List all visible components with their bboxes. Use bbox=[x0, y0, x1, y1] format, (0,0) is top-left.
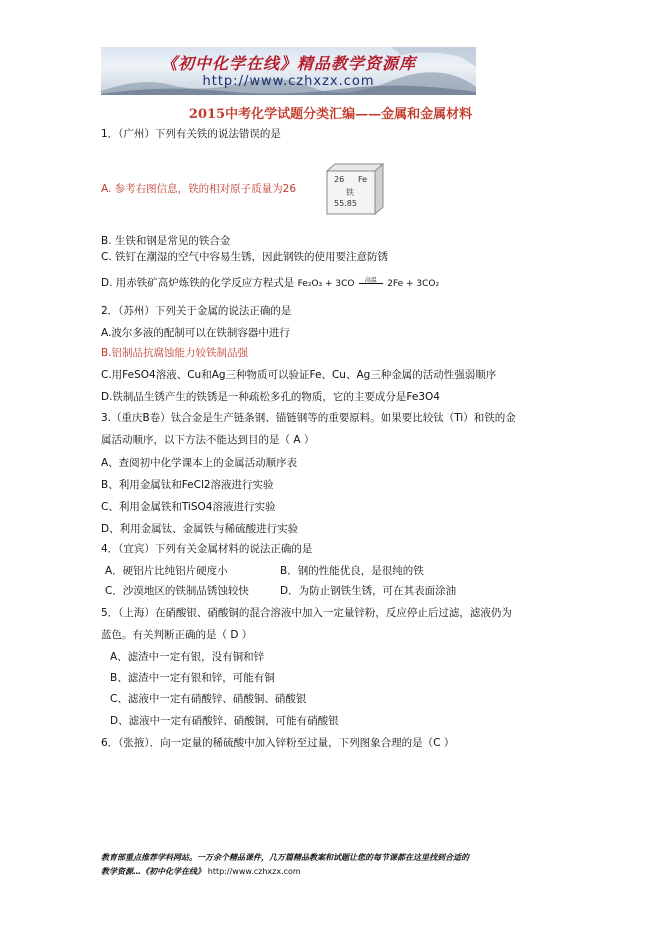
q4-option-b: B．钢的性能优良，是很纯的铁 bbox=[280, 565, 424, 577]
reaction-condition: 高温 bbox=[364, 277, 377, 284]
q3-option-a: A、查阅初中化学课本上的金属活动顺序表 bbox=[101, 457, 298, 469]
q5-option-b: B、滤渣中一定有银和锌，可能有铜 bbox=[110, 672, 275, 684]
q5-option-c: C、滤液中一定有硝酸锌、硝酸铜、硝酸银 bbox=[110, 693, 307, 705]
element-name: 铁 bbox=[346, 188, 354, 197]
banner-title: 《初中化学在线》精品教学资源库 bbox=[160, 54, 416, 73]
element-symbol: Fe bbox=[358, 175, 368, 184]
q4-stem: 4．（宜宾）下列有关金属材料的说法正确的是 bbox=[101, 543, 313, 555]
q5-stem-line1: 5．（上海）在硝酸银、硝酸铜的混合溶液中加入一定量锌粉，反应停止后过滤，滤液仍为 bbox=[101, 607, 512, 619]
q1-option-d-prefix: D. 用赤铁矿高炉炼铁的化学反应方程式是 bbox=[101, 277, 295, 289]
footer-line2-prefix: 教学资源…《初中化学在线》 bbox=[101, 867, 205, 876]
q2-option-c: C.用FeSO4溶液、Cu和Ag三种物质可以验证Fe、Cu、Ag三种金属的活动性强弱顺序 bbox=[101, 369, 497, 381]
atomic-mass: 55.85 bbox=[334, 199, 357, 208]
q2-option-a: A.波尔多液的配制可以在铁制容器中进行 bbox=[101, 327, 290, 339]
footer-line1: 教育部重点推荐学科网站。一万余个精品课件，几万篇精品教案和试题让您的每节课都在这里找到合适的 bbox=[101, 853, 469, 862]
q6-stem: 6．（张掖）．向一定量的稀硫酸中加入锌粉至过量，下列图象合理的是（C ） bbox=[101, 737, 455, 749]
q5-stem-line2: 蓝色。有关判断正确的是（ D ） bbox=[101, 629, 253, 641]
q4-option-d: D．为防止钢铁生锈，可在其表面涂油 bbox=[280, 585, 457, 597]
q2-option-b: B.铝制品抗腐蚀能力较铁制品强 bbox=[101, 347, 249, 359]
equation-right: 2Fe + 3CO₂ bbox=[387, 279, 440, 289]
q1-option-d bbox=[101, 276, 439, 291]
q5-option-a: A、滤渣中一定有银，没有铜和锌 bbox=[110, 651, 265, 663]
footer-line2 bbox=[101, 865, 571, 879]
q3-option-c: C、利用金属铁和TiSO4溶液进行实验 bbox=[101, 501, 276, 513]
header-banner bbox=[101, 47, 476, 95]
q2-option-d: D.铁制品生锈产生的铁锈是一种疏松多孔的物质，它的主要成分是Fe3O4 bbox=[101, 391, 440, 403]
footer bbox=[101, 851, 571, 879]
equation-left: Fe₂O₃ + 3CO bbox=[297, 279, 355, 289]
q1-option-a: A. 参考右图信息，铁的相对原子质量为26 bbox=[101, 183, 297, 195]
q3-option-b: B、利用金属钛和FeCl2溶液进行实验 bbox=[101, 479, 274, 491]
q2-stem: 2．（苏州）下列关于金属的说法正确的是 bbox=[101, 305, 292, 317]
document-title: 2015中考化学试题分类汇编——金属和金属材料 bbox=[188, 107, 473, 122]
q5-option-d: D、滤液中一定有硝酸锌、硝酸铜，可能有硝酸银 bbox=[110, 715, 339, 727]
q1-stem: 1．（广州）下列有关铁的说法错误的是 bbox=[101, 128, 281, 140]
banner-url[interactable]: http://www.czhxzx.com bbox=[202, 74, 375, 89]
q3-stem-line2: 属活动顺序，以下方法不能达到目的是（ A ） bbox=[101, 434, 315, 446]
atomic-number: 26 bbox=[334, 175, 345, 184]
footer-url-link[interactable]: http://www.czhxzx.com bbox=[207, 867, 301, 876]
q1-option-b: B. 生铁和钢是常见的铁合金 bbox=[101, 235, 231, 247]
iron-element-tile bbox=[325, 163, 385, 215]
q4-option-c: C．沙漠地区的铁制品锈蚀较快 bbox=[105, 585, 249, 597]
q4-option-a: A．硬铝片比纯铝片硬度小 bbox=[105, 565, 228, 577]
q1-option-c: C. 铁钉在潮湿的空气中容易生锈，因此钢铁的使用要注意防锈 bbox=[101, 251, 389, 263]
q3-option-d: D、利用金属钛、金属铁与稀硫酸进行实验 bbox=[101, 523, 299, 535]
q3-stem-line1: 3.（重庆B卷）钛合金是生产链条钢、锚链钢等的重要原料。如果要比较钛（Ti）和铁的金 bbox=[101, 412, 516, 424]
arrow-line bbox=[359, 283, 383, 284]
reaction-arrow bbox=[358, 276, 384, 290]
